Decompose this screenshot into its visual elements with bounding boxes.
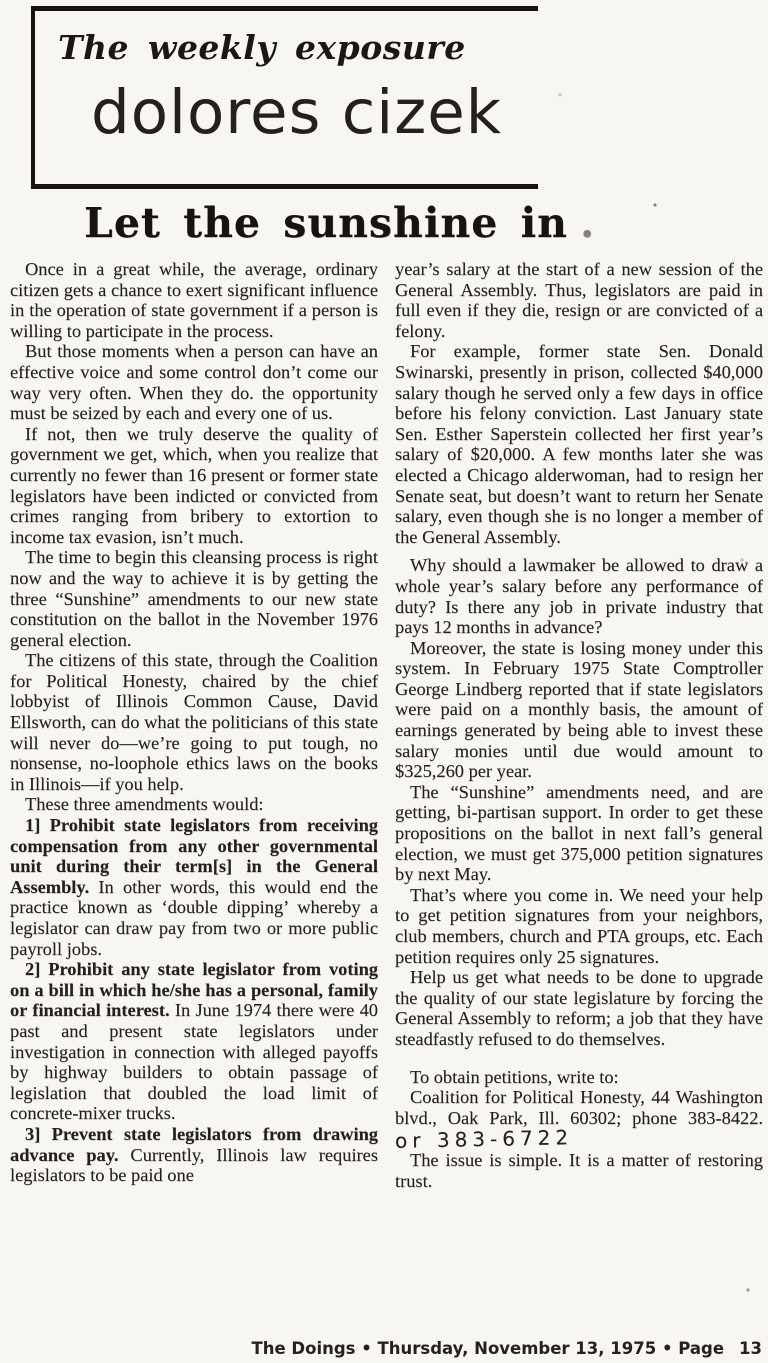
closing-paragraph: The issue is simple. It is a matter of restoring trust. — [395, 1149, 763, 1191]
amendment-2-rest: In June 1974 there were 40 past and present state legislators under investigation in connection with alleged payoffs by highway builders to obtain passage of legislation that doubled the load limit of concrete-mixer trucks. — [10, 1000, 378, 1124]
amendment-item-3 — [10, 1124, 378, 1186]
address-paragraph — [394, 1087, 763, 1154]
right-column — [395, 259, 763, 1191]
article-body — [10, 259, 764, 1191]
footer-publication-date: The Doings • Thursday, November 13, 1975 • Page — [251, 1339, 725, 1358]
headline-text: Let the sunshine in — [84, 199, 568, 247]
paragraph-continuation: year’s salary at the start of a new session of the General Assembly. Thus, legislators are paid in full even if they die, resign or are convicted of a felony. — [395, 259, 763, 341]
paragraph-petitions-callout: To obtain petitions, write to: — [410, 1066, 619, 1087]
amendment-item-1 — [10, 815, 378, 959]
footer-page-number: 13 — [739, 1339, 762, 1358]
amendment-2-bold-lead: 2] Prohibit any state legislator from voting on a bill in which he/she has a personal, family or financial interest. — [10, 959, 378, 1021]
amendment-item-2 — [10, 959, 378, 1124]
paragraph: The time to begin this cleansing process is right now and the way to achieve it is by getting the three “Sunshine” amendments to our new state constitution on the ballot in the November 1976 general election. — [10, 547, 378, 650]
masthead-author-name: dolores cizek — [91, 77, 503, 148]
amendment-1-rest: In other words, this would end the practice known as ‘double dipping’ whereby a legislator can draw pay from two or more public payroll jobs. — [10, 876, 378, 959]
headline-stray-dot: . — [579, 199, 596, 247]
paragraph: Moreover, the state is losing money under this system. In February 1975 State Comptroller George Lindberg reported that if state legislators were paid on a monthly basis, the amount of earnings generated by being able to invest these salary monies until due would amount to $325,260 per year. — [395, 637, 763, 782]
paragraph: If not, then we truly deserve the quality of government we get, which, when you realize that currently no fewer than 16 present or former state legislators have been indicted or convicted from crimes ranging from bribery to extortion to income tax evasion, isn’t much. — [10, 423, 378, 547]
handwritten-phone-number: or 383-6722 — [394, 1125, 574, 1154]
paragraph: The “Sunshine” amendments need, and are getting, bi-partisan support. In order to get these propositions on the ballot in next fall’s general election, we must get 375,000 petition signatures by next May. — [395, 781, 763, 885]
address-printed-text: Coalition for Political Honesty, 44 Washington blvd., Oak Park, Ill. 60302; phone 383-8422. — [395, 1087, 763, 1128]
article-headline — [84, 201, 595, 246]
paragraph-amendments-lede: These three amendments would: — [25, 794, 264, 815]
left-column — [10, 259, 378, 1191]
paragraph: That’s where you come in. We need your help to get petition signatures from your neighbors, club members, church and PTA groups, etc. Each petition requires only 25 signatures. — [395, 884, 763, 967]
paragraph: Help us get what needs to be done to upgrade the quality of our state legislature by forcing the General Assembly to reform; a job that they have steadfastly refused to do themselves. — [395, 967, 763, 1049]
amendment-3-bold-lead: 3] Prevent state legislators from drawing advance pay. — [10, 1123, 378, 1165]
paragraph: But those moments when a person can have an effective voice and some control don’t come our way very often. When they do. the opportunity must be seized by each and every one of us. — [10, 341, 378, 424]
paragraph-intro: Once in a great while, the average, ordinary citizen gets a chance to exert significant influence in the operation of state government if a person is willing to participate in the process. — [10, 259, 378, 341]
paragraph: For example, former state Sen. Donald Swinarski, presently in prison, collected $40,000 salary though he served only a few days in office before his felony conviction. Last January state Sen. Esther Saperstein collected her first year’s salary of $20,000. A few months later she was elected a Chicago alderwoman, had to resign her Senate seat, but doesn’t want to return her Senate salary, even though she is no longer a member of the General Assembly. — [395, 341, 763, 547]
page-footer — [0, 1339, 762, 1358]
amendment-1-bold-lead: 1] Prohibit state legislators from receiving compensation from any other governmental unit during their term[s] in the General Assembly. — [10, 815, 378, 897]
paragraph: The citizens of this state, through the Coalition for Political Honesty, chaired by the chief lobbyist of Illinois Common Cause, David Ellsworth, can do what the politicians of this state will never do—we’re going to put tough, no nonsense, no-loophole ethics laws on the books in Illinois—if you help. — [10, 650, 378, 794]
paragraph: Why should a lawmaker be allowed to draw a whole year’s salary before any performance of duty? Is there any job in private industry that pays 12 months in advance? — [395, 555, 763, 638]
column-masthead-box — [31, 6, 538, 189]
masthead-kicker: The weekly exposure — [58, 28, 466, 67]
amendment-3-rest: Currently, Illinois law requires legislators to be paid one — [10, 1144, 378, 1186]
